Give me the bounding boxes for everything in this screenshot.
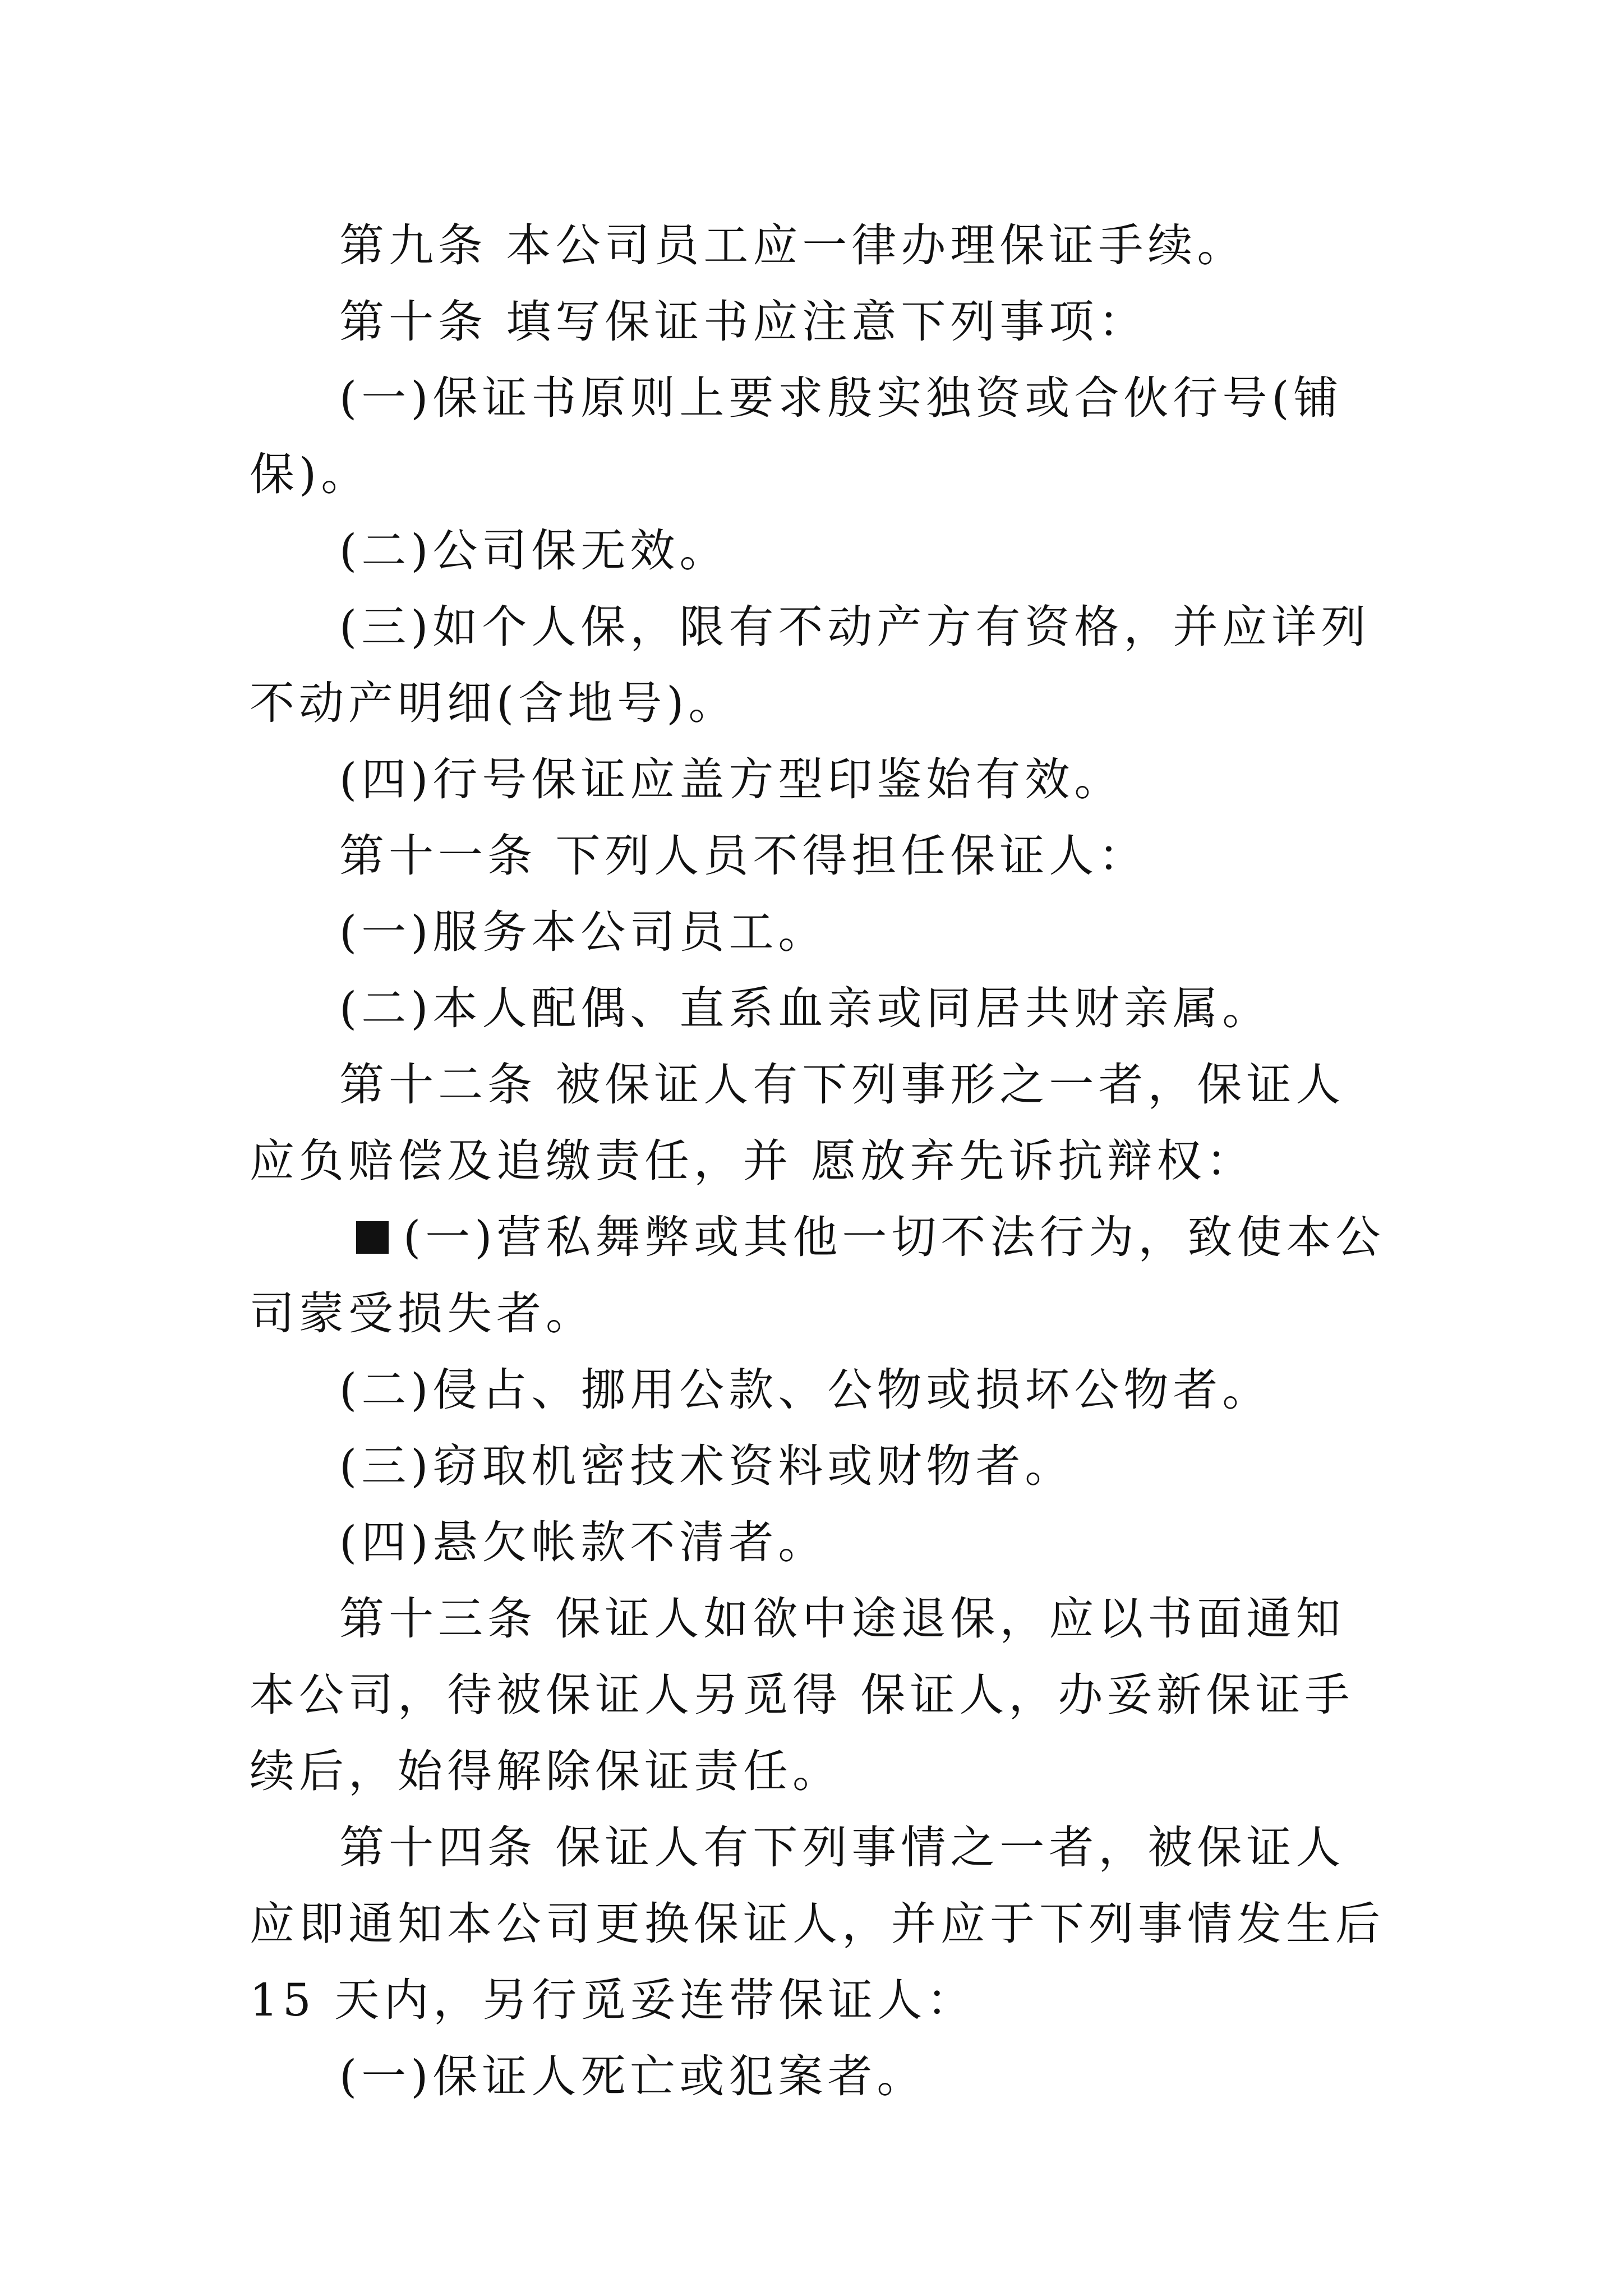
- article-12: 第十二条 被保证人有下列事形之一者，保证人应负赔偿及追缴责任，并 愿放弃先诉抗辩权：: [250, 1059, 1345, 1187]
- article-10-item-4: (四)行号保证应盖方型印鉴始有效。: [339, 753, 1124, 806]
- article-10: 第十条 填写保证书应注意下列事项：: [339, 296, 1148, 348]
- article-10-item-1: (一)保证书原则上要求殷实独资或合伙行号(铺保)。: [250, 372, 1343, 500]
- article-13: 第十三条 保证人如欲中途退保，应以书面通知本公司，待被保证人另觅得 保证人，办妥新保证手续后，始得解除保证责任。: [250, 1593, 1354, 1797]
- article-12-item-1-row: [250, 1199, 1388, 1352]
- article-11-item-2: (二)本人配偶、直系血亲或同居共财亲属。: [339, 982, 1272, 1034]
- article-12-item-1: (一)营私舞弊或其他一切不法行为，致使本公司蒙受损失者。: [250, 1211, 1385, 1340]
- article-10-item-2: (二)公司保无效。: [339, 524, 729, 577]
- article-12-item-3: (三)窃取机密技术资料或财物者。: [339, 1440, 1075, 1492]
- article-11: 第十一条 下列人员不得担任保证人：: [339, 830, 1148, 882]
- document-body: [250, 208, 1388, 2115]
- article-14: 第十四条 保证人有下列事情之一者，被保证人应即通知本公司更换保证人，并应于下列事情发生后 15 天内，另行觅妥连带保证人：: [250, 1821, 1385, 2026]
- article-11-item-1: (一)服务本公司员工。: [339, 906, 828, 958]
- square-bullet-icon: [356, 1221, 389, 1254]
- article-9: 第九条 本公司员工应一律办理保证手续。: [339, 219, 1247, 272]
- article-14-item-1: (一)保证人死亡或犯案者。: [339, 2050, 926, 2102]
- article-12-item-2: (二)侵占、挪用公款、公物或损坏公物者。: [339, 1364, 1272, 1416]
- article-12-item-4: (四)悬欠帐款不清者。: [339, 1516, 828, 1568]
- article-10-item-3: (三)如个人保，限有不动产方有资格，并应详列不动产明细(含地号)。: [250, 601, 1371, 729]
